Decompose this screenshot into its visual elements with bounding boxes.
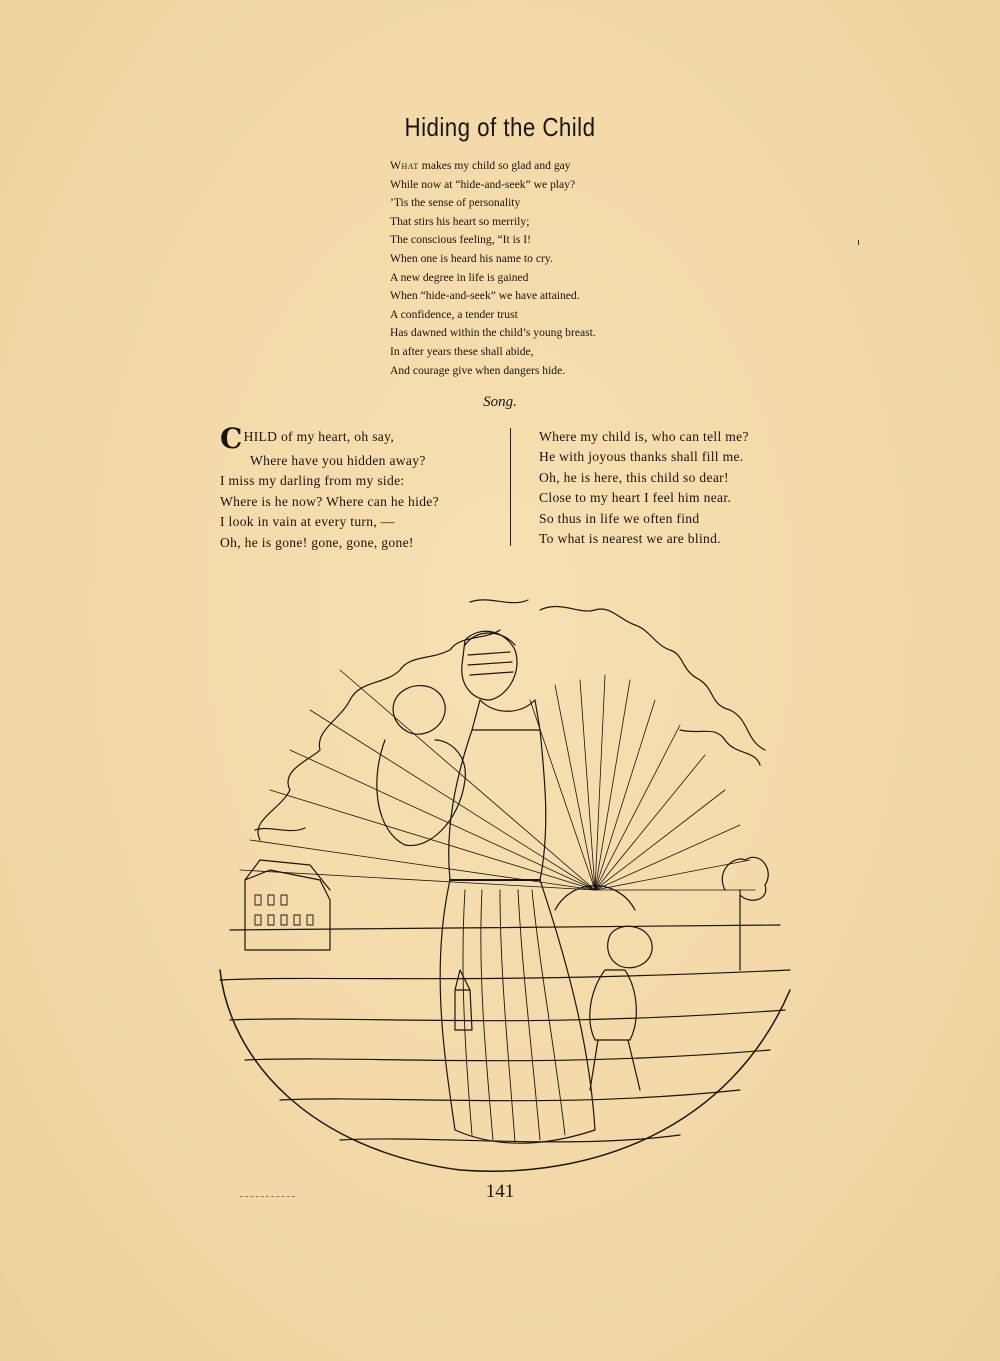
poem-line: The conscious feeling, “It is I! [390, 233, 532, 247]
poem-line: A confidence, a tender trust [390, 307, 518, 321]
poem-line: When one is heard his name to cry. [390, 251, 553, 265]
ground-line [280, 1090, 740, 1101]
child-legs [590, 1040, 640, 1090]
ground-line [220, 970, 790, 980]
ground-line [230, 1010, 785, 1021]
page-number: 141 [485, 1181, 515, 1202]
poem-line: Has dawned within the child’s young breast. [390, 326, 596, 340]
horizon [230, 925, 780, 930]
house-windows [255, 895, 313, 925]
song-line: Oh, he is here, this child so dear! [539, 469, 729, 485]
song-line: Where is he now? Where can he hide? [220, 493, 439, 509]
child-head [608, 926, 652, 967]
poem-line: That stirs his heart so merrily; [390, 214, 530, 228]
poem-line: A new degree in life is gained [390, 270, 529, 284]
song-left-column [220, 422, 439, 553]
song-line: Close to my heart I feel him near. [539, 490, 732, 506]
ground-line [340, 1135, 680, 1142]
drop-cap: C [220, 422, 243, 455]
song-line: He with joyous thanks shall fill me. [539, 449, 744, 465]
cloud-outline [470, 600, 528, 603]
song-line: I miss my darling from my side: [220, 473, 405, 489]
sun-rays [240, 670, 755, 890]
poem-line: And courage give when dangers hide. [390, 363, 566, 377]
song-line: To what is nearest we are blind. [539, 531, 721, 547]
baby-head [393, 686, 445, 735]
mother-head [462, 631, 517, 700]
song-line: Where my child is, who can tell me? [539, 429, 749, 444]
song-first-line-rest: HILD of my heart, oh say, [243, 429, 395, 444]
song-line: So thus in life we often find [539, 510, 700, 526]
baby-body [377, 740, 466, 846]
poem-line [390, 157, 596, 176]
margin-mark [858, 240, 859, 245]
cloud-outline [680, 730, 760, 765]
poem-line: While now at “hide-and-seek” we play? [390, 177, 576, 191]
column-divider [510, 428, 511, 546]
song-heading: Song. [483, 394, 517, 410]
song-line: I look in vain at every turn, — [220, 514, 395, 530]
song-right-column [539, 427, 749, 549]
poem-first-word: What [390, 159, 419, 172]
poem-line: In after years these shall abide, [390, 344, 534, 358]
intro-poem [390, 157, 596, 380]
cloud-outline [255, 828, 305, 831]
mother-body [449, 730, 546, 880]
cloud-outline [540, 606, 765, 750]
house [245, 870, 330, 950]
poem-first-line-rest: makes my child so glad and gay [418, 159, 571, 172]
song-line: Where have you hidden away? [250, 453, 426, 468]
song-line: Oh, he is gone! gone, gone, gone! [220, 534, 414, 550]
song-line [220, 422, 439, 455]
page-title: Hiding of the Child [404, 112, 596, 142]
child-body [590, 970, 637, 1040]
tree [722, 857, 768, 970]
poem-line: When “hide-and-seek” we have attained. [390, 289, 580, 303]
engraving-illustration [210, 590, 800, 1175]
mother-collar [472, 700, 540, 730]
poem-line: ’Tis the sense of personality [390, 196, 521, 210]
